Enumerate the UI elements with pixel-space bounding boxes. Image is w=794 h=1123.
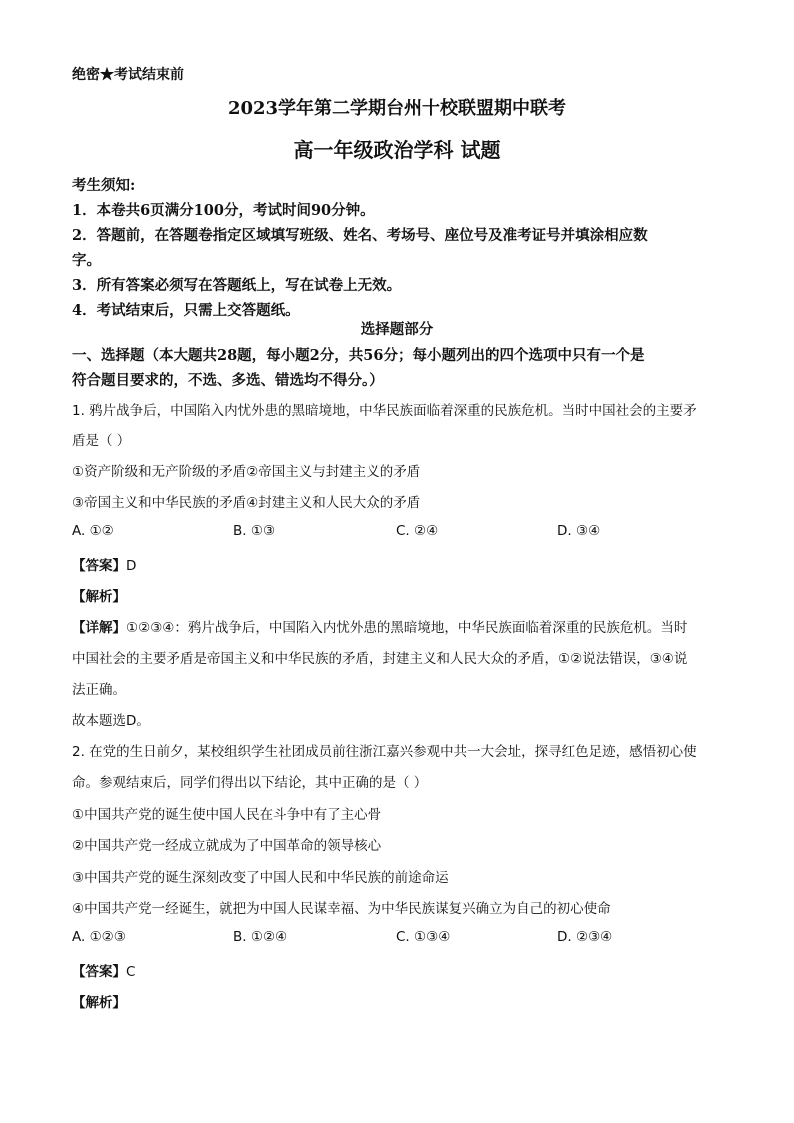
q1-stem-1: 1. 鸦片战争后，中国陷入内忧外患的黑暗境地，中华民族面临着深重的民族危机。当时中国社会的主要矛: [72, 403, 697, 419]
q1-option-b: B. ①③: [233, 523, 276, 539]
q1-stem-2: 盾是（ ）: [72, 433, 131, 449]
q2-choice-1: ①中国共产党的诞生使中国人民在斗争中有了主心骨: [72, 807, 382, 823]
q1-detail-text-1: ①②③④：鸦片战争后，中国陷入内忧外患的黑暗境地，中华民族面临着深重的民族危机。当时: [126, 620, 688, 636]
q1-option-a: A. ①②: [72, 523, 114, 539]
section-description-1: 一、选择题（本大题共28题，每小题2分，共56分；每小题列出的四个选项中只有一个是: [72, 347, 645, 364]
q1-answer: [72, 554, 722, 574]
q1-detail-tag: 【详解】: [72, 620, 126, 636]
exam-subtitle: 高一年级政治学科 试题: [293, 138, 501, 162]
q2-answer-value: C: [126, 964, 136, 980]
q2-analysis: [72, 991, 722, 1011]
notice-item-2: 2．答题前，在答题卷指定区域填写班级、姓名、考场号、座位号及准考证号并填涂相应数: [72, 227, 648, 244]
q2-option-d: D. ②③④: [557, 929, 613, 945]
notice-item-2-cont: 字。: [72, 252, 101, 269]
q2-stem-2: 命。参观结束后，同学们得出以下结论，其中正确的是（ ）: [72, 775, 428, 791]
notice-item-4: 4．考试结束后，只需上交答题纸。: [72, 302, 300, 319]
q2-choice-4: ④中国共产党一经诞生，就把为中国人民谋幸福、为中华民族谋复兴确立为自己的初心使命: [72, 901, 611, 917]
q1-detail-2: 中国社会的主要矛盾是帝国主义和中华民族的矛盾，封建主义和人民大众的矛盾，①②说法错误，③④说: [72, 651, 688, 667]
q1-conclusion: 故本题选D。: [72, 713, 150, 729]
q1-detail-1: [72, 616, 722, 636]
q1-option-c: C. ②④: [396, 523, 439, 539]
notice-heading: 考生须知:: [72, 177, 136, 194]
q2-answer: [72, 960, 722, 980]
confidential-label: 绝密★考试结束前: [72, 67, 184, 83]
q1-option-d: D. ③④: [557, 523, 601, 539]
q2-analysis-tag: 【解析】: [72, 995, 126, 1011]
q1-answer-value: D: [126, 558, 137, 574]
exam-title: 2023学年第二学期台州十校联盟期中联考: [227, 98, 567, 119]
q1-analysis-tag: 【解析】: [72, 589, 126, 605]
q1-analysis: [72, 585, 722, 605]
q2-choice-2: ②中国共产党一经成立就成为了中国革命的领导核心: [72, 838, 382, 854]
notice-item-3: 3．所有答案必须写在答题纸上，写在试卷上无效。: [72, 277, 402, 294]
q1-detail-3: 法正确。: [72, 682, 126, 698]
q2-option-a: A. ①②③: [72, 929, 126, 945]
q1-choices-1: ①资产阶级和无产阶级的矛盾②帝国主义与封建主义的矛盾: [72, 464, 421, 480]
q2-stem-1: 2. 在党的生日前夕，某校组织学生社团成员前往浙江嘉兴参观中共一大会址，探寻红色足迹，感悟初心使: [72, 744, 697, 760]
q2-option-b: B. ①②④: [233, 929, 288, 945]
q2-option-c: C. ①③④: [396, 929, 451, 945]
q1-answer-tag: 【答案】: [72, 558, 126, 574]
q1-choices-2: ③帝国主义和中华民族的矛盾④封建主义和人民大众的矛盾: [72, 495, 421, 511]
q2-choice-3: ③中国共产党的诞生深刻改变了中国人民和中华民族的前途命运: [72, 870, 449, 886]
section-description-2: 符合题目要求的，不选、多选、错选均不得分。）: [72, 372, 384, 389]
notice-item-1: 1．本卷共6页满分100分，考试时间90分钟。: [72, 202, 375, 219]
section-title: 选择题部分: [360, 321, 434, 338]
q2-answer-tag: 【答案】: [72, 964, 126, 980]
